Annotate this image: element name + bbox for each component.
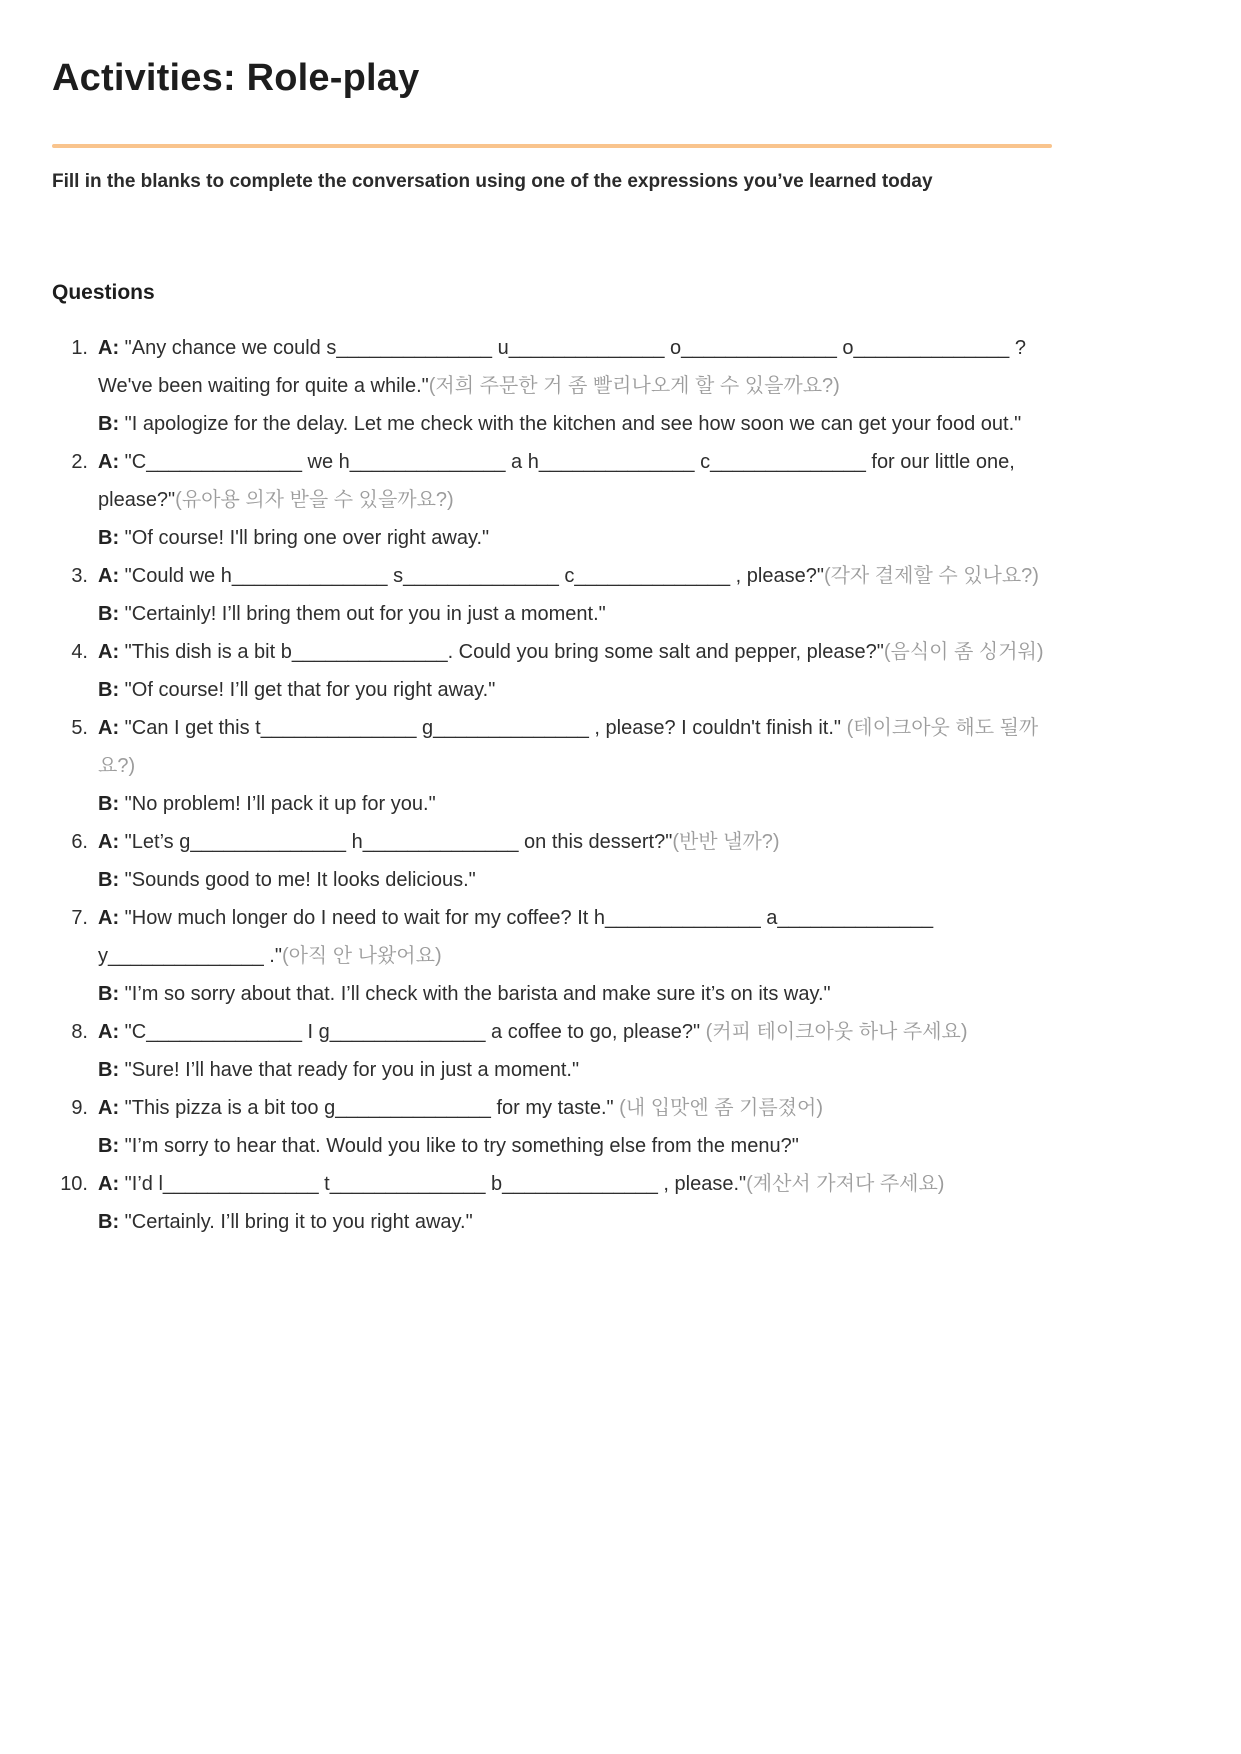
korean-translation: (유아용 의자 받을 수 있을까요?) xyxy=(175,489,454,512)
dialogue-a-line xyxy=(98,443,1050,519)
dialogue-a-line xyxy=(98,1165,1050,1203)
speaker-a-label: A: xyxy=(98,831,120,854)
dialogue-b-text: "Sounds good to me! It looks delicious." xyxy=(124,869,476,892)
question-item xyxy=(52,823,1189,899)
speaker-b-label: B: xyxy=(98,1135,120,1158)
speaker-a-label: A: xyxy=(98,565,120,588)
question-number: 2. xyxy=(71,451,88,474)
speaker-b-label: B: xyxy=(98,1211,120,1234)
dialogue-a-text: "Can I get this t______________ g______________ , please? I couldn't finish it." xyxy=(124,717,842,740)
page-title: Activities: Role-play xyxy=(52,57,420,99)
question-item xyxy=(52,329,1189,443)
dialogue-a-text: "How much longer do I need to wait for my coffee? It h______________ a______________ y______________ ." xyxy=(98,907,934,968)
dialogue-a-line xyxy=(98,557,1050,595)
korean-translation: (반반 낼까?) xyxy=(672,831,780,854)
speaker-a-label: A: xyxy=(98,337,120,360)
speaker-b-label: B: xyxy=(98,527,120,550)
question-number: 5. xyxy=(71,717,88,740)
question-item xyxy=(52,557,1189,633)
speaker-a-label: A: xyxy=(98,1173,120,1196)
dialogue-b-text: "Of course! I’ll get that for you right away." xyxy=(124,679,496,702)
dialogue-b-text: "Certainly! I’ll bring them out for you in just a moment." xyxy=(124,603,606,626)
speaker-b-label: B: xyxy=(98,603,120,626)
dialogue-b-line xyxy=(98,1051,1050,1089)
question-item xyxy=(52,633,1189,709)
instructions-text: Fill in the blanks to complete the conversation using one of the expressions you’ve learned today xyxy=(52,170,933,192)
question-item xyxy=(52,1013,1189,1089)
dialogue-b-text: "No problem! I’ll pack it up for you." xyxy=(124,793,436,816)
question-number: 9. xyxy=(71,1097,88,1120)
dialogue-a-text: "Let’s g______________ h______________ on this dessert?" xyxy=(124,831,673,854)
korean-translation: (테이크아웃 해도 될까요?) xyxy=(98,717,1039,778)
speaker-a-label: A: xyxy=(98,451,120,474)
speaker-b-label: B: xyxy=(98,869,120,892)
speaker-b-label: B: xyxy=(98,413,120,436)
speaker-b-label: B: xyxy=(98,679,120,702)
dialogue-b-line xyxy=(98,861,1050,899)
dialogue-a-line xyxy=(98,709,1050,785)
dialogue-a-text: "Could we h______________ s______________ c______________ , please?" xyxy=(124,565,824,588)
dialogue-a-text: "This dish is a bit b______________. Could you bring some salt and pepper, please?" xyxy=(124,641,884,664)
dialogue-a-text: "I’d l______________ t______________ b______________ , please." xyxy=(124,1173,747,1196)
dialogue-a-text: "This pizza is a bit too g______________ for my taste." xyxy=(124,1097,614,1120)
speaker-a-label: A: xyxy=(98,717,120,740)
speaker-a-label: A: xyxy=(98,1097,120,1120)
question-item xyxy=(52,1089,1189,1165)
dialogue-b-line xyxy=(98,785,1050,823)
dialogue-b-line xyxy=(98,1127,1050,1165)
dialogue-b-line xyxy=(98,671,1050,709)
dialogue-b-line xyxy=(98,1203,1050,1241)
speaker-b-label: B: xyxy=(98,1059,120,1082)
dialogue-b-line xyxy=(98,975,1050,1013)
title-divider xyxy=(52,144,1052,148)
dialogue-b-text: "Of course! I'll bring one over right away." xyxy=(124,527,490,550)
korean-translation: (내 입맛엔 좀 기름졌어) xyxy=(613,1097,824,1120)
question-number: 4. xyxy=(71,641,88,664)
korean-translation: (저희 주문한 거 좀 빨리나오게 할 수 있을까요?) xyxy=(428,375,840,398)
dialogue-a-text: "Any chance we could s______________ u______________ o______________ o______________ ? We've been waiting for quite a while." xyxy=(98,337,1026,398)
dialogue-b-text: "Certainly. I’ll bring it to you right away." xyxy=(124,1211,473,1234)
question-item xyxy=(52,899,1189,1013)
speaker-a-label: A: xyxy=(98,1021,120,1044)
dialogue-b-text: "Sure! I’ll have that ready for you in just a moment." xyxy=(124,1059,580,1082)
dialogue-b-text: "I’m sorry to hear that. Would you like to try something else from the menu?" xyxy=(124,1135,799,1158)
dialogue-a-line xyxy=(98,823,1050,861)
dialogue-a-text: "C______________ I g______________ a coffee to go, please?" xyxy=(124,1021,701,1044)
dialogue-b-text: "I apologize for the delay. Let me check with the kitchen and see how soon we can get your food out." xyxy=(124,413,1022,436)
question-number: 7. xyxy=(71,907,88,930)
question-number: 10. xyxy=(60,1173,88,1196)
korean-translation: (커피 테이크아웃 하나 주세요) xyxy=(700,1021,968,1044)
question-item xyxy=(52,709,1189,823)
dialogue-a-text: "C______________ we h______________ a h______________ c______________ for our little one, please?" xyxy=(98,451,1015,512)
dialogue-a-line xyxy=(98,1013,1050,1051)
question-list xyxy=(52,329,1189,1241)
question-number: 3. xyxy=(71,565,88,588)
korean-translation: (아직 안 나왔어요) xyxy=(281,945,442,968)
dialogue-b-line xyxy=(98,595,1050,633)
question-item xyxy=(52,1165,1189,1241)
question-item xyxy=(52,443,1189,557)
speaker-b-label: B: xyxy=(98,793,120,816)
speaker-a-label: A: xyxy=(98,641,120,664)
question-number: 1. xyxy=(71,337,88,360)
dialogue-b-line xyxy=(98,405,1050,443)
korean-translation: (음식이 좀 싱거워) xyxy=(883,641,1044,664)
korean-translation: (각자 결제할 수 있나요?) xyxy=(823,565,1039,588)
speaker-a-label: A: xyxy=(98,907,120,930)
dialogue-a-line xyxy=(98,329,1050,405)
question-number: 6. xyxy=(71,831,88,854)
dialogue-b-text: "I’m so sorry about that. I’ll check with the barista and make sure it’s on its way." xyxy=(124,983,831,1006)
dialogue-a-line xyxy=(98,633,1050,671)
dialogue-a-line xyxy=(98,1089,1050,1127)
speaker-b-label: B: xyxy=(98,983,120,1006)
dialogue-b-line xyxy=(98,519,1050,557)
dialogue-a-line xyxy=(98,899,1050,975)
question-number: 8. xyxy=(71,1021,88,1044)
questions-heading: Questions xyxy=(52,281,155,305)
korean-translation: (계산서 가져다 주세요) xyxy=(746,1173,945,1196)
